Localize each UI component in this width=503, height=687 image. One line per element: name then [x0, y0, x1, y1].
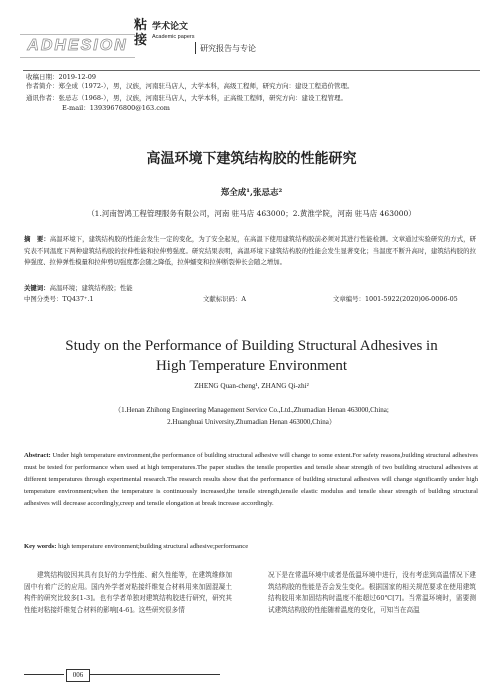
document-code: 文献标识码：A — [203, 295, 246, 303]
body-column-left: 建筑结构胶因其具有良好的力学性能、耐久性能等，在建筑维修加固中有着广泛的应用。国内外学者对粘接纤维复合材料用来加固混凝土构件的研究比较多[1-3]。也有学者单独对建筑结构胶进行研究，研究其性能对粘接纤维复合材料的影响[4-6]。这些研究很多情 — [24, 571, 232, 614]
article-number: 文章编号：1001-5922(2020)06-0006-05 — [333, 295, 458, 303]
corresponding-author: 通讯作者：张忌志（1968-），男，汉族，河南驻马店人，大学本科，正高级工程师，研究方向：建设工程管理。 — [26, 94, 347, 102]
keywords-en-label: Key words: — [24, 543, 57, 550]
journal-name-block — [152, 22, 195, 41]
authors-cn: 郑全成¹,张忌志² — [220, 188, 283, 198]
keywords-en-text: high temperature environment;building structural adhesive;performance — [56, 543, 249, 550]
header-rule — [23, 70, 480, 71]
column-name: 研究报告与专论 — [200, 44, 256, 53]
classification-number: 中图分类号：TQ437⁺.1 — [24, 295, 94, 303]
author-email: E-mail：13939676800@163.com — [62, 104, 170, 112]
page-number: 006 — [66, 669, 90, 682]
header-divider — [195, 42, 196, 54]
keywords-cn — [24, 283, 133, 292]
received-date: 收稿日期：2019-12-09 — [26, 73, 96, 81]
journal-name-cn: 学术论文 — [152, 22, 189, 32]
paper-title-cn: 高温环境下建筑结构胶的性能研究 — [146, 151, 357, 167]
journal-name-en: Academic papers — [152, 34, 195, 40]
abstract-en — [24, 450, 478, 510]
paper-title-en — [0, 336, 503, 376]
paper-title-en-line1: Study on the Performance of Building Structural Adhesives in — [65, 338, 438, 354]
footer-rule-right — [90, 674, 220, 675]
keywords-cn-text: 高温环境；建筑结构胶；性能 — [49, 284, 133, 292]
affiliation-en — [0, 404, 503, 428]
body-column-right: 况下是在常温环境中或者是低温环境中进行，没有考虑到高温情况下建筑结构胶的性能是否会发生变化。根据国家的相关规范要求在使用建筑结构胶用来加固结构时温度不能超过60℃[7]。当常温环境时，需要测试建筑结构胶的性能随着温度的变化，可知当在高温 — [268, 571, 476, 614]
authors-en: ZHENG Quan-cheng¹, ZHANG Qi-zhi² — [194, 382, 309, 390]
paper-title-en-line2: High Temperature Environment — [155, 358, 348, 374]
affiliation-en-line1: （1.Henan Zhihong Engineering Management Service Co.,Ltd.,Zhumadian Henan 463000,China; — [114, 406, 389, 414]
author-profile: 作者简介：郑全成（1972-），男，汉族，河南驻马店人，大学本科，高级工程师，研究方向：建设工程造价管理。 — [26, 82, 354, 90]
abstract-en-text: Under high temperature environment,the performance of building structural adhesive will change to some extent.For safety reasons,building structural adhesives must be tested for performance when used at high temperatures.The paper studies the tensile properties and tensile shear strength of two building structural adhesives at different temperatures through experimental research.The research results show that the performance of building structural adhesives will change significantly under high temperature environment;when the temperature is continuously increased,the tensile strength,tensile elastic modulus and tensile shear strength of building structural adhesives will decrease accordingly,creep and tensile elongation at break increase accordingly. — [24, 452, 478, 507]
journal-banner-word: ADHESION — [20, 34, 135, 58]
affiliation-cn: （1.河南智鸿工程管理服务有限公司，河南 驻马店 463000；2.黄淮学院，河南 驻马店 463000） — [87, 209, 416, 218]
abstract-cn-label: 摘 要： — [24, 235, 50, 243]
affiliation-en-line2: 2.Huanghuai University,Zhumadian Henan 463000,China） — [167, 418, 336, 426]
abstract-cn — [24, 234, 476, 269]
keywords-cn-label: 关键词： — [24, 284, 50, 292]
journal-banner-glyph: 粘接 — [134, 18, 148, 48]
abstract-en-label: Abstract: — [24, 452, 51, 459]
keywords-en — [24, 543, 478, 550]
abstract-cn-text: 高温环境下，建筑结构胶的性能会发生一定的变化，为了安全起见，在高温下使用建筑结构胶前必须对其进行性能检测。文章通过实验研究的方式，研究表不同温度下两种建筑结构胶的拉伸性能和拉伸剪强度。研究结果表明，高温环境下建筑结构胶的性能会发生显著变化；当温度不断升高时，建筑结构胶的拉伸强度、拉伸弹性模量和拉伸剪切强度都会随之降低，拉伸蠕变和拉伸断裂伸长会随之增加。 — [24, 235, 477, 267]
footer-rule-left — [24, 674, 64, 675]
